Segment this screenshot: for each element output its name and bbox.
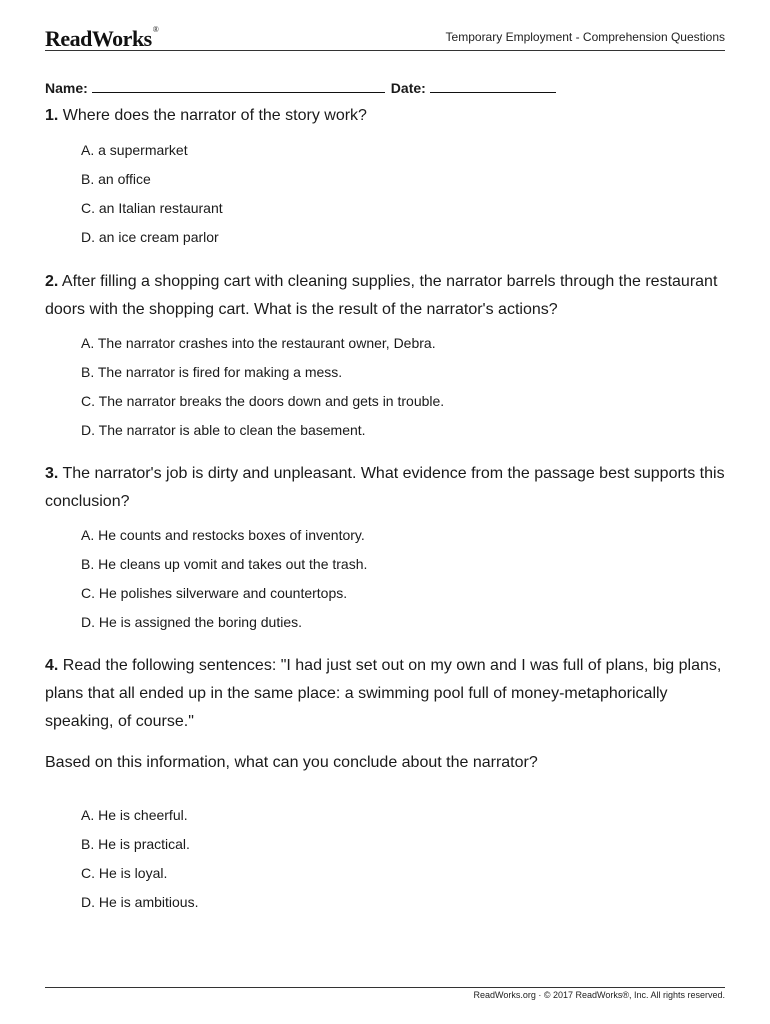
question-number: 1. [45,107,59,124]
footer-divider [45,987,725,988]
option-a[interactable]: A. He counts and restocks boxes of inventory. [81,527,365,543]
option-c[interactable]: C. He is loyal. [81,865,168,881]
document-title: Temporary Employment - Comprehension Questions [445,30,725,44]
date-field[interactable] [430,79,556,93]
option-d[interactable]: D. He is ambitious. [81,894,199,910]
question-number: 4. [45,657,59,674]
question-text: The narrator's job is dirty and unpleasant. What evidence from the passage best supports this conclusion? [45,465,725,510]
logo-text: ReadWorks [45,26,152,51]
option-a[interactable]: A. The narrator crashes into the restaurant owner, Debra. [81,335,436,351]
option-d[interactable]: D. The narrator is able to clean the basement. [81,422,366,438]
footer-copyright: ReadWorks.org · © 2017 ReadWorks®, Inc. All rights reserved. [473,990,725,1000]
option-b[interactable]: B. an office [81,171,151,187]
question-1 [45,102,725,130]
date-label: Date: [390,80,426,96]
option-d[interactable]: D. He is assigned the boring duties. [81,614,303,630]
option-b[interactable]: B. The narrator is fired for making a mess. [81,364,343,380]
question-2 [45,268,725,324]
question-4 [45,652,725,736]
option-c[interactable]: C. He polishes silverware and countertops. [81,585,348,601]
option-c[interactable]: C. an Italian restaurant [81,200,223,216]
readworks-logo [45,26,158,52]
page-header [45,26,725,52]
question-number: 2. [45,273,59,290]
option-b[interactable]: B. He cleans up vomit and takes out the trash. [81,556,368,572]
logo-registered-mark: ® [152,24,159,34]
question-text: Where does the narrator of the story work? [62,107,367,124]
name-label: Name: [45,80,88,96]
question-3 [45,460,725,516]
name-field[interactable] [92,79,385,93]
option-c[interactable]: C. The narrator breaks the doors down and gets in trouble. [81,393,445,409]
name-date-line [45,79,556,96]
option-a[interactable]: A. He is cheerful. [81,807,188,823]
option-b[interactable]: B. He is practical. [81,836,190,852]
question-text: Read the following sentences: "I had just set out on my own and I was full of plans, big plans, plans that all ended up in the same place: a swimming pool full of money-metaphorically speaking, of course." [45,657,722,730]
option-d[interactable]: D. an ice cream parlor [81,229,219,245]
header-divider [45,50,725,51]
option-a[interactable]: A. a supermarket [81,142,188,158]
question-4-prompt: Based on this information, what can you conclude about the narrator? [45,754,538,771]
question-number: 3. [45,465,59,482]
question-text: After filling a shopping cart with cleaning supplies, the narrator barrels through the restaurant doors with the shopping cart. What is the result of the narrator's actions? [45,273,718,318]
